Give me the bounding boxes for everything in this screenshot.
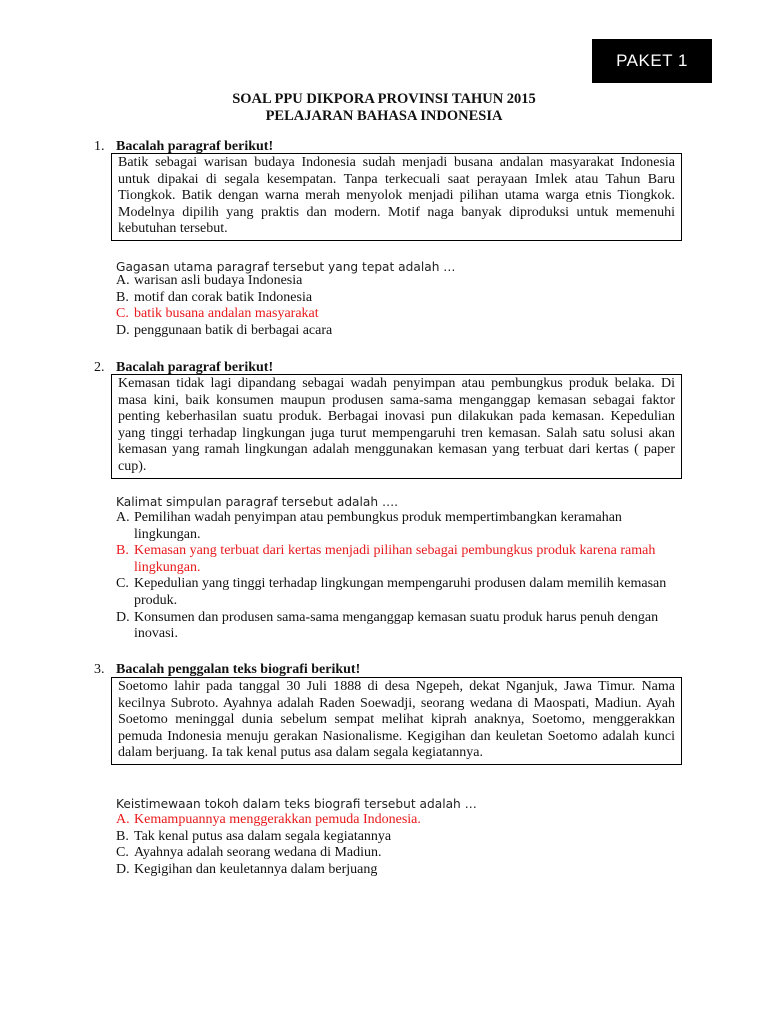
option-a[interactable] <box>116 273 676 290</box>
option-b-correct[interactable] <box>116 543 676 576</box>
question-heading: Bacalah paragraf berikut! <box>116 139 274 154</box>
question-1-options <box>116 273 676 339</box>
option-letter: C. <box>116 576 129 592</box>
option-letter: D. <box>116 861 130 877</box>
option-c-correct[interactable] <box>116 306 676 323</box>
option-letter: B. <box>116 289 129 305</box>
option-text: penggunaan batik di berbagai acara <box>134 322 333 338</box>
question-2-prompt: Kalimat simpulan paragraf tersebut adalah …. <box>116 495 399 509</box>
option-text: motif dan corak batik Indonesia <box>134 289 313 305</box>
option-letter: C. <box>116 306 129 322</box>
option-letter: B. <box>116 828 129 844</box>
question-1-prompt: Gagasan utama paragraf tersebut yang tepat adalah … <box>116 260 456 274</box>
option-text: Kepedulian yang tinggi terhadap lingkungan mempengaruhi produsen dalam memilih kemasan produk. <box>134 576 667 608</box>
option-text: Pemilihan wadah penyimpan atau pembungkus produk mempertimbangkan keramahan lingkungan. <box>134 510 622 542</box>
document-title-line2: PELAJARAN BAHASA INDONESIA <box>265 108 503 124</box>
option-a-correct[interactable] <box>116 812 676 829</box>
option-text: Kemampuannya menggerakkan pemuda Indonesia. <box>134 812 421 827</box>
option-text: Kegigihan dan keuletannya dalam berjuang <box>134 861 378 877</box>
option-letter: A. <box>116 812 130 827</box>
option-b[interactable] <box>116 290 676 307</box>
option-letter: D. <box>116 609 130 625</box>
question-3-options <box>116 812 676 878</box>
option-letter: A. <box>116 273 130 288</box>
option-text: Konsumen dan produsen sama-sama menganggap kemasan suatu produk harus penuh dengan inovasi. <box>134 609 659 642</box>
document-title-line1: SOAL PPU DIKPORA PROVINSI TAHUN 2015 <box>232 91 536 107</box>
question-2-options <box>116 510 676 643</box>
option-letter: B. <box>116 543 129 559</box>
option-text: Tak kenal putus asa dalam segala kegiatannya <box>134 828 392 844</box>
option-text: Ayahnya adalah seorang wedana di Madiun. <box>134 845 382 861</box>
option-d[interactable] <box>116 610 676 643</box>
option-letter: A. <box>116 510 130 525</box>
option-c[interactable] <box>116 576 676 609</box>
option-text: warisan asli budaya Indonesia <box>134 273 303 288</box>
option-d[interactable] <box>116 862 676 879</box>
option-letter: D. <box>116 322 130 338</box>
question-number: 3. <box>94 662 105 677</box>
option-text: Kemasan yang terbuat dari kertas menjadi pilihan sebagai pembungkus produk karena ramah lingkungan. <box>134 543 656 575</box>
question-heading: Bacalah penggalan teks biografi berikut! <box>116 662 361 677</box>
option-c[interactable] <box>116 845 676 862</box>
question-2-passage: Kemasan tidak lagi dipandang sebagai wadah penyimpan atau pembungkus produk belaka. Di masa kini, baik konsumen maupun produsen sama-sama menganggap kemasan sebagai faktor penting keberhasilan suatu produk. Berbagai inovasi pun dilakukan pada kemasan. Kepedulian yang tinggi terhadap lingkungan juga turut mempengaruhi tren kemasan. Salah satu solusi akan kemasan yang ramah lingkungan adalah menggunakan kemasan yang terbuat dari kertas ( paper cup). <box>111 374 682 479</box>
option-d[interactable] <box>116 323 676 340</box>
option-b[interactable] <box>116 829 676 846</box>
question-number: 1. <box>94 139 105 154</box>
option-letter: C. <box>116 845 129 861</box>
question-3-passage: Soetomo lahir pada tanggal 30 Juli 1888 di desa Ngepeh, dekat Nganjuk, Jawa Timur. Nama kecilnya Subroto. Ayahnya adalah Raden Soewadji, seorang wedana di Maospati, Madiun. Ayah Soetomo meninggal dunia sebelum sempat melihat kiprah anaknya, Soetomo, menggerakkan pemuda Indonesia menuju gerakan Nasionalisme. Kegigihan dan keuletan Soetomo adalah kunci dalam berjuang. Ia tak kenal putus asa dalam segala kegiatannya. <box>111 677 682 765</box>
option-a[interactable] <box>116 510 676 543</box>
question-3-prompt: Keistimewaan tokoh dalam teks biografi tersebut adalah … <box>116 797 477 811</box>
paket-badge: PAKET 1 <box>592 39 712 83</box>
question-heading: Bacalah paragraf berikut! <box>116 360 274 375</box>
question-1-passage: Batik sebagai warisan budaya Indonesia sudah menjadi busana andalan masyarakat Indonesia untuk dipakai di segala kesempatan. Tanpa terkecuali saat perayaan Imlek atau Tahun Baru Tiongkok. Batik dengan warna merah menyolok menjadi pilihan utama warga etnis Tiongkok. Modelnya dipilih yang praktis dan modern. Motif naga banyak diproduksi untuk memenuhi kebutuhan tersebut. <box>111 153 682 241</box>
question-number: 2. <box>94 360 105 375</box>
option-text: batik busana andalan masyarakat <box>134 306 319 322</box>
